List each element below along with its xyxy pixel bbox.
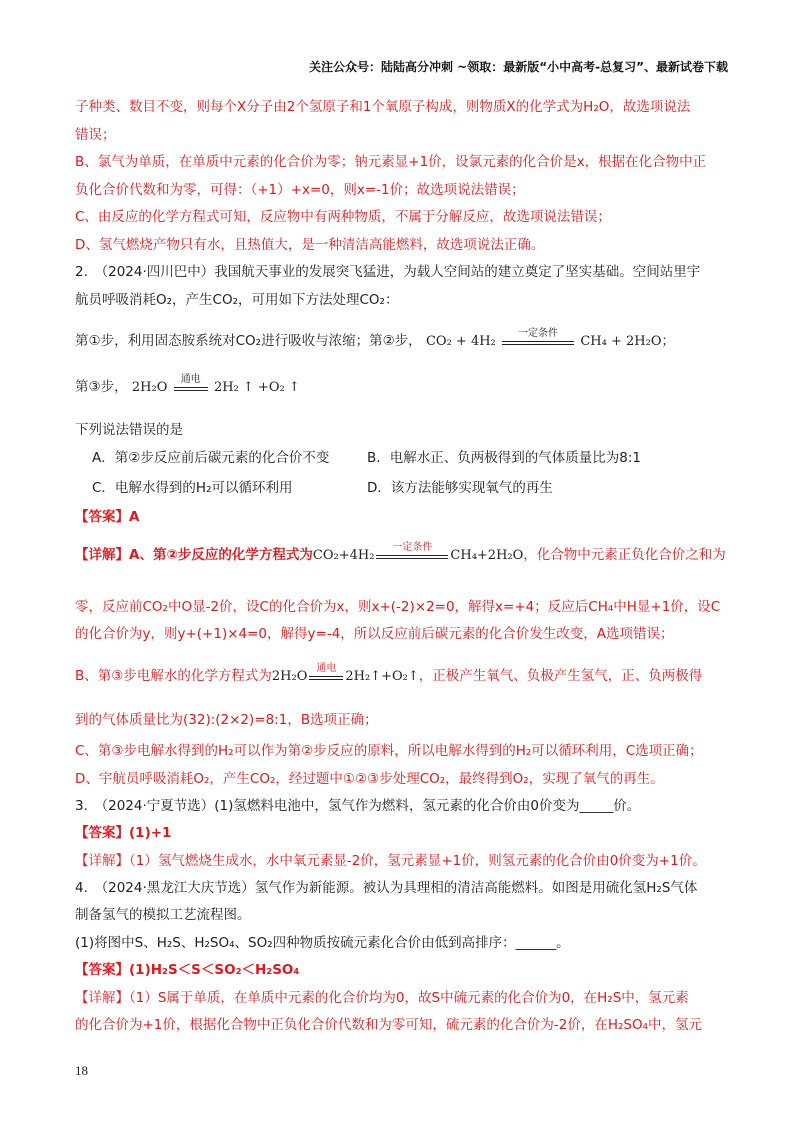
equation-right: 2H₂ ↑ +O₂ ↑ bbox=[213, 380, 300, 395]
reaction-condition: 一定条件 bbox=[502, 332, 574, 350]
step-line bbox=[75, 374, 740, 398]
question-stem: 4. （2024·黑龙江大庆节选）氢气作为新能源。被认为具理相的清洁高能燃料。如图是用硫化氢H₂S气体 bbox=[75, 880, 698, 896]
equation-right: CH₄ + 2H₂O； bbox=[580, 334, 675, 349]
question-stem: 2. （2024·四川巴中）我国航天事业的发展突飞猛进，为载人空间站的建立奠定了坚实基础。空间站里宇 bbox=[75, 264, 701, 280]
detail-line: D、宇航员呼吸消耗O₂，产生CO₂，经过题中①②③步处理CO₂，最终得到O₂，实现了氧气的再生。 bbox=[75, 771, 664, 787]
step-1-2-text: 第①步，利用固态胺系统对CO₂进行吸收与浓缩；第②步， bbox=[75, 333, 422, 349]
option-c: C．电解水得到的H₂可以循环利用 bbox=[92, 480, 293, 496]
option-d: D．该方法能够实现氧气的再生 bbox=[367, 480, 553, 496]
equation-left: 2H₂O bbox=[131, 380, 168, 395]
explanation-line: B、氯气为单质，在单质中元素的化合价为零；钠元素显+1价，设氯元素的化合价是x，根据在化合物中正 bbox=[75, 154, 707, 170]
question-stem: 航员呼吸消耗O₂，产生CO₂，可用如下方法处理CO₂： bbox=[75, 292, 399, 308]
answer-line: 【答案】(1)H₂S＜S＜SO₂＜H₂SO₄ bbox=[75, 962, 300, 978]
explanation-line: 子种类、数目不变，则每个X分子由2个氢原子和1个氧原子构成，则物质X的化学式为H₂O，故选项说法 bbox=[75, 99, 691, 115]
answer-line: 【答案】A bbox=[75, 509, 140, 525]
explanation-line: C、由反应的化学方程式可知，反应物中有两种物质，不属于分解反应，故选项说法错误； bbox=[75, 209, 611, 225]
detail-line: C、第③步电解水得到的H₂可以作为第②步反应的原料，所以电解水得到的H₂可以循环利用，C选项正确； bbox=[75, 743, 703, 759]
equation-left: CO₂ + 4H₂ bbox=[425, 334, 496, 349]
reaction-condition: 通电 bbox=[174, 378, 208, 396]
detail-line: 的化合价为y，则y+(+1)×4=0，解得y=-4，所以反应前后碳元素的化合价发生改变，A选项错误； bbox=[75, 626, 674, 642]
detail-line: 【详解】A、第②步反应的化学方程式为CO₂+4H₂ 一定条件 CH₄+2H₂O，化合物中元素正负化合价之和为 bbox=[75, 542, 726, 563]
option-b: B．电解水正、负两极得到的气体质量比为8:1 bbox=[367, 450, 641, 466]
explanation-line: D、氢气燃烧产物只有水，且热值大，是一种清洁高能燃料，故选项说法正确。 bbox=[75, 237, 545, 253]
explanation-line: 负化合价代数和为零，可得：（+1）+x=0，则x=-1价；故选项说法错误； bbox=[75, 182, 525, 198]
question-ask: 下列说法错误的是 bbox=[75, 422, 183, 438]
question-stem: (1)将图中S、H₂S、H₂SO₄、SO₂四种物质按硫元素化合价由低到高排序：______。 bbox=[75, 935, 570, 951]
page-number: 18 bbox=[75, 1063, 88, 1078]
detail-line: B、第③步电解水的化学方程式为2H₂O 通电 2H₂↑+O₂↑，正极产生氧气、负极产生氢气，正、负两极得 bbox=[75, 663, 703, 684]
detail-line: 到的气体质量比为(32):(2×2)=8:1，B选项正确； bbox=[75, 712, 378, 728]
explanation-line: 错误； bbox=[75, 127, 116, 143]
detail-line: 零，反应前CO₂中O显-2价，设C的化合价为x，则x+(-2)×2=0，解得x=+4；反应后CH₄中H显+1价，设C bbox=[75, 599, 721, 615]
detail-line: 【详解】（1）S属于单质，在单质中元素的化合价均为0，故S中硫元素的化合价为0，在H₂S中，氢元素 bbox=[75, 990, 689, 1006]
detail-line: 的化合价为+1价，根据化合物中正负化合价代数和为零可知，硫元素的化合价为-2价，在H₂SO₄中，氢元 bbox=[75, 1017, 703, 1033]
detail-line: 【详解】（1）氢气燃烧生成水，水中氧元素显-2价，氢元素显+1价，则氢元素的化合价由0价变为+1价。 bbox=[75, 853, 706, 869]
step-line bbox=[75, 328, 740, 352]
answer-line: 【答案】(1)+1 bbox=[75, 825, 172, 841]
page-header: 关注公众号：陆陆高分冲刺 ~领取：最新版“小中高考-总复习”、最新试卷下载 bbox=[309, 60, 728, 74]
option-a: A．第②步反应前后碳元素的化合价不变 bbox=[92, 450, 330, 466]
step-3-label: 第③步， bbox=[75, 379, 128, 395]
question-stem: 3. （2024·宁夏节选）(1)氢燃料电池中，氢气作为燃料，氢元素的化合价由0价变为_____价。 bbox=[75, 798, 641, 814]
question-stem: 制备氢气的模拟工艺流程图。 bbox=[75, 907, 251, 923]
